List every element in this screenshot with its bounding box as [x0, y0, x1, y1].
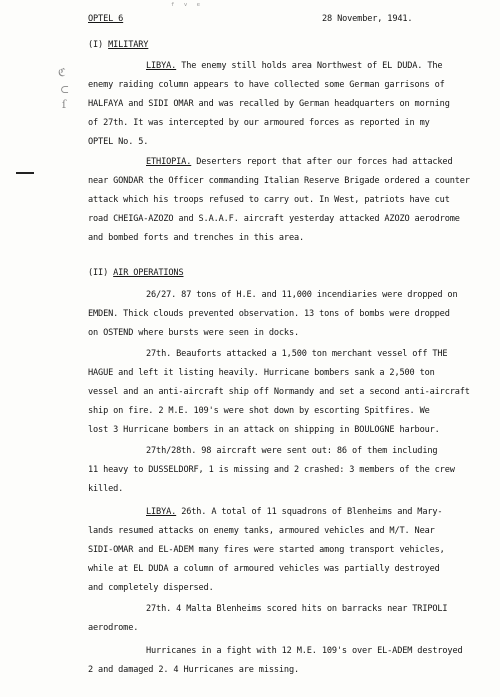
section-heading-air-operations: (II) AIR OPERATIONS [88, 268, 184, 278]
section-heading-military: (I) MILITARY [88, 40, 149, 50]
paragraph-line: aerodrome. [88, 623, 139, 633]
document-date: 28 November, 1941. [322, 14, 413, 24]
paragraph-line: ETHIOPIA. Deserters report that after our forces had attacked [146, 157, 453, 167]
paragraph-line: attack which his troops refused to carry out. In West, patriots have cut [88, 195, 450, 205]
paragraph-line: near GONDAR the Officer commanding Italian Reserve Brigade ordered a counter [88, 176, 470, 186]
paragraph-line: HAGUE and left it listing heavily. Hurricane bombers sank a 2,500 ton [88, 368, 435, 378]
paragraph-line: and completely dispersed. [88, 583, 214, 593]
margin-dash [16, 172, 34, 174]
paragraph-line: of 27th. It was intercepted by our armoured forces as reported in my [88, 118, 430, 128]
margin-pencil-mark-icon: ⊂ [60, 83, 70, 96]
margin-pencil-mark-icon: ℭ [58, 66, 66, 79]
paragraph-line: on OSTEND where bursts were seen in docks. [88, 328, 300, 338]
paragraph-line: EMDEN. Thick clouds prevented observation. 13 tons of bombs were dropped [88, 309, 450, 319]
paragraph-line: LIBYA. 26th. A total of 11 squadrons of Blenheims and Mary- [146, 507, 443, 517]
paragraph-line: road CHEIGA-AZOZO and S.A.A.F. aircraft yesterday attacked AZOZO aerodrome [88, 214, 460, 224]
paragraph-line: HALFAYA and SIDI OMAR and was recalled by German headquarters on morning [88, 99, 450, 109]
paragraph-line: 11 heavy to DUSSELDORF, 1 is missing and 2 crashed: 3 members of the crew [88, 465, 455, 475]
paragraph-line: lands resumed attacks on enemy tanks, armoured vehicles and M/T. Near [88, 526, 435, 536]
paragraph-line: 27th. 4 Malta Blenheims scored hits on barracks near TRIPOLI [146, 604, 448, 614]
paragraph-line: enemy raiding column appears to have collected some German garrisons of [88, 80, 445, 90]
paragraph-line: SIDI-OMAR and EL-ADEM many fires were started among transport vehicles, [88, 545, 445, 555]
paragraph-line: ship on fire. 2 M.E. 109's were shot down by escorting Spitfires. We [88, 406, 430, 416]
document-title: OPTEL 6 [88, 14, 124, 24]
paragraph-line: and bombed forts and trenches in this area. [88, 233, 305, 243]
margin-pencil-mark-icon: ſ [62, 98, 67, 111]
paragraph-line: OPTEL No. 5. [88, 137, 149, 147]
paragraph-line: vessel and an anti-aircraft ship off Normandy and set a second anti-aircraft [88, 387, 470, 397]
paragraph-line: killed. [88, 484, 124, 494]
paragraph-line: 27th. Beauforts attacked a 1,500 ton merchant vessel off THE [146, 349, 448, 359]
paragraph-line: 2 and damaged 2. 4 Hurricanes are missing. [88, 665, 300, 675]
paragraph-line: lost 3 Hurricane bombers in an attack on shipping in BOULOGNE harbour. [88, 425, 440, 435]
paragraph-line: while at EL DUDA a column of armoured vehicles was partially destroyed [88, 564, 440, 574]
paragraph-line: 26/27. 87 tons of H.E. and 11,000 incendiaries were dropped on [146, 290, 458, 300]
pencil-annotation-icon: ᶠ ᵛ ᵉ [170, 2, 203, 12]
paragraph-line: Hurricanes in a fight with 12 M.E. 109's over EL-ADEM destroyed [146, 646, 463, 656]
paragraph-line: LIBYA. The enemy still holds area Northwest of EL DUDA. The [146, 61, 443, 71]
paragraph-line: 27th/28th. 98 aircraft were sent out: 86 of them including [146, 446, 438, 456]
